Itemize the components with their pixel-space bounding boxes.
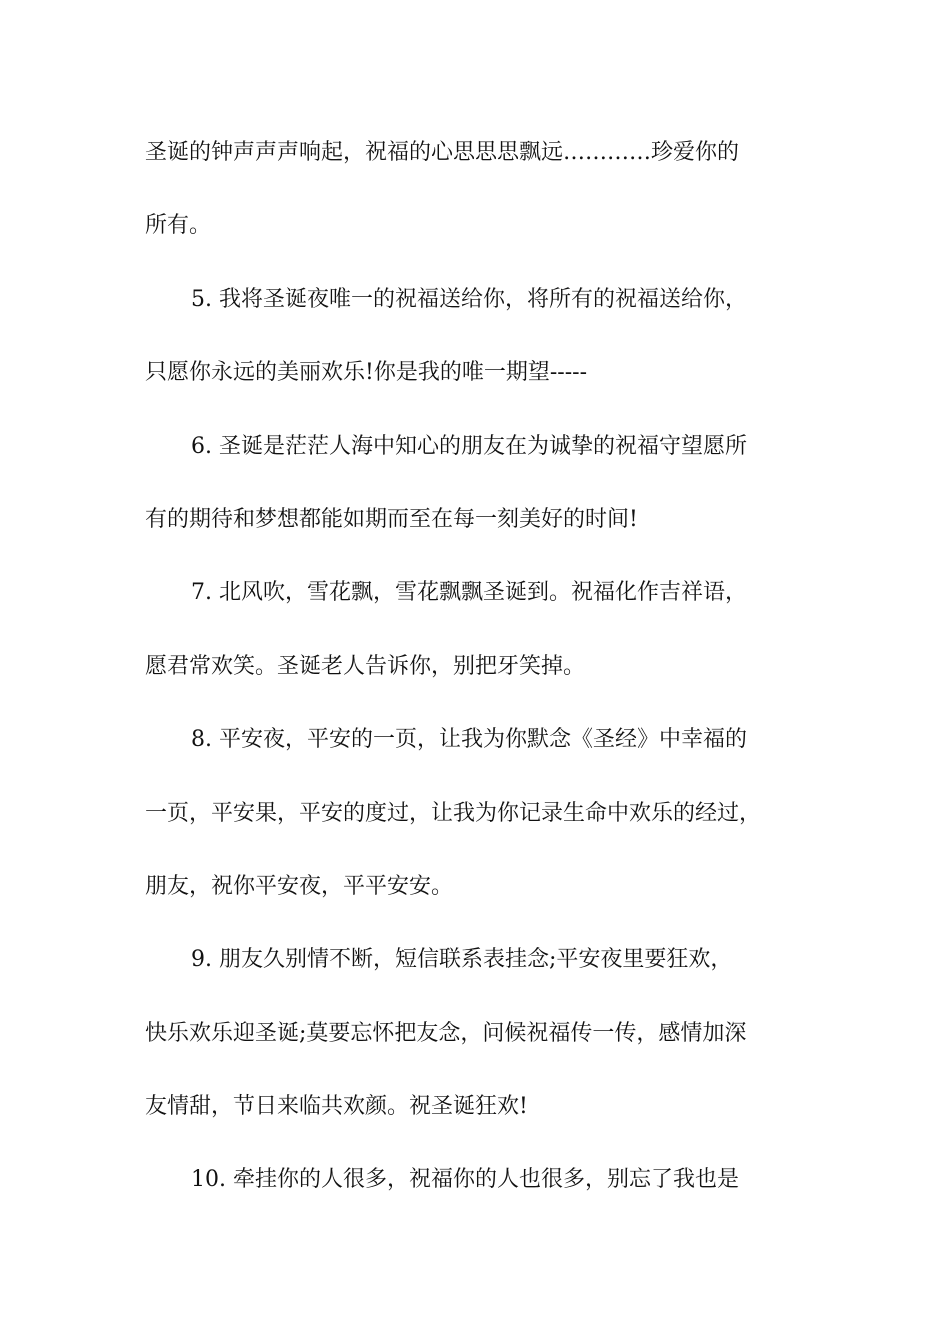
- text-line-item-7: 7. 北风吹，雪花飘，雪花飘飘圣诞到。祝福化作吉祥语，: [191, 580, 747, 606]
- text-line: 愿君常欢笑。圣诞老人告诉你，别把牙笑掉。: [145, 653, 586, 679]
- text-line-item-10: 10. 牵挂你的人很多，祝福你的人也很多，别忘了我也是: [191, 1167, 739, 1193]
- document-body: [145, 133, 825, 1234]
- text-line: 圣诞的钟声声声响起，祝福的心思思思飘远…………珍爱你的: [145, 140, 740, 165]
- text-line: 只愿你永远的美丽欢乐!你是我的唯一期望-----: [145, 360, 588, 386]
- text-line: 一页，平安果，平安的度过，让我为你记录生命中欢乐的经过，: [145, 800, 762, 826]
- text-line: 有的期待和梦想都能如期而至在每一刻美好的时间!: [145, 506, 638, 532]
- text-line: 快乐欢乐迎圣诞;莫要忘怀把友念，问候祝福传一传，感情加深: [145, 1020, 747, 1046]
- text-line-item-8: 8. 平安夜，平安的一页，让我为你默念《圣经》中幸福的: [191, 727, 747, 753]
- text-line: 所有。: [145, 213, 212, 239]
- text-line-item-6: 6. 圣诞是茫茫人海中知心的朋友在为诚挚的祝福守望愿所: [191, 433, 747, 459]
- text-line-item-9: 9. 朋友久别情不断，短信联系表挂念;平安夜里要狂欢，: [191, 947, 733, 973]
- text-line-item-5: 5. 我将圣诞夜唯一的祝福送给你，将所有的祝福送给你，: [191, 286, 747, 312]
- text-line: 友情甜，节日来临共欢颜。祝圣诞狂欢!: [145, 1094, 528, 1120]
- text-line: 朋友，祝你平安夜，平平安安。: [145, 873, 454, 899]
